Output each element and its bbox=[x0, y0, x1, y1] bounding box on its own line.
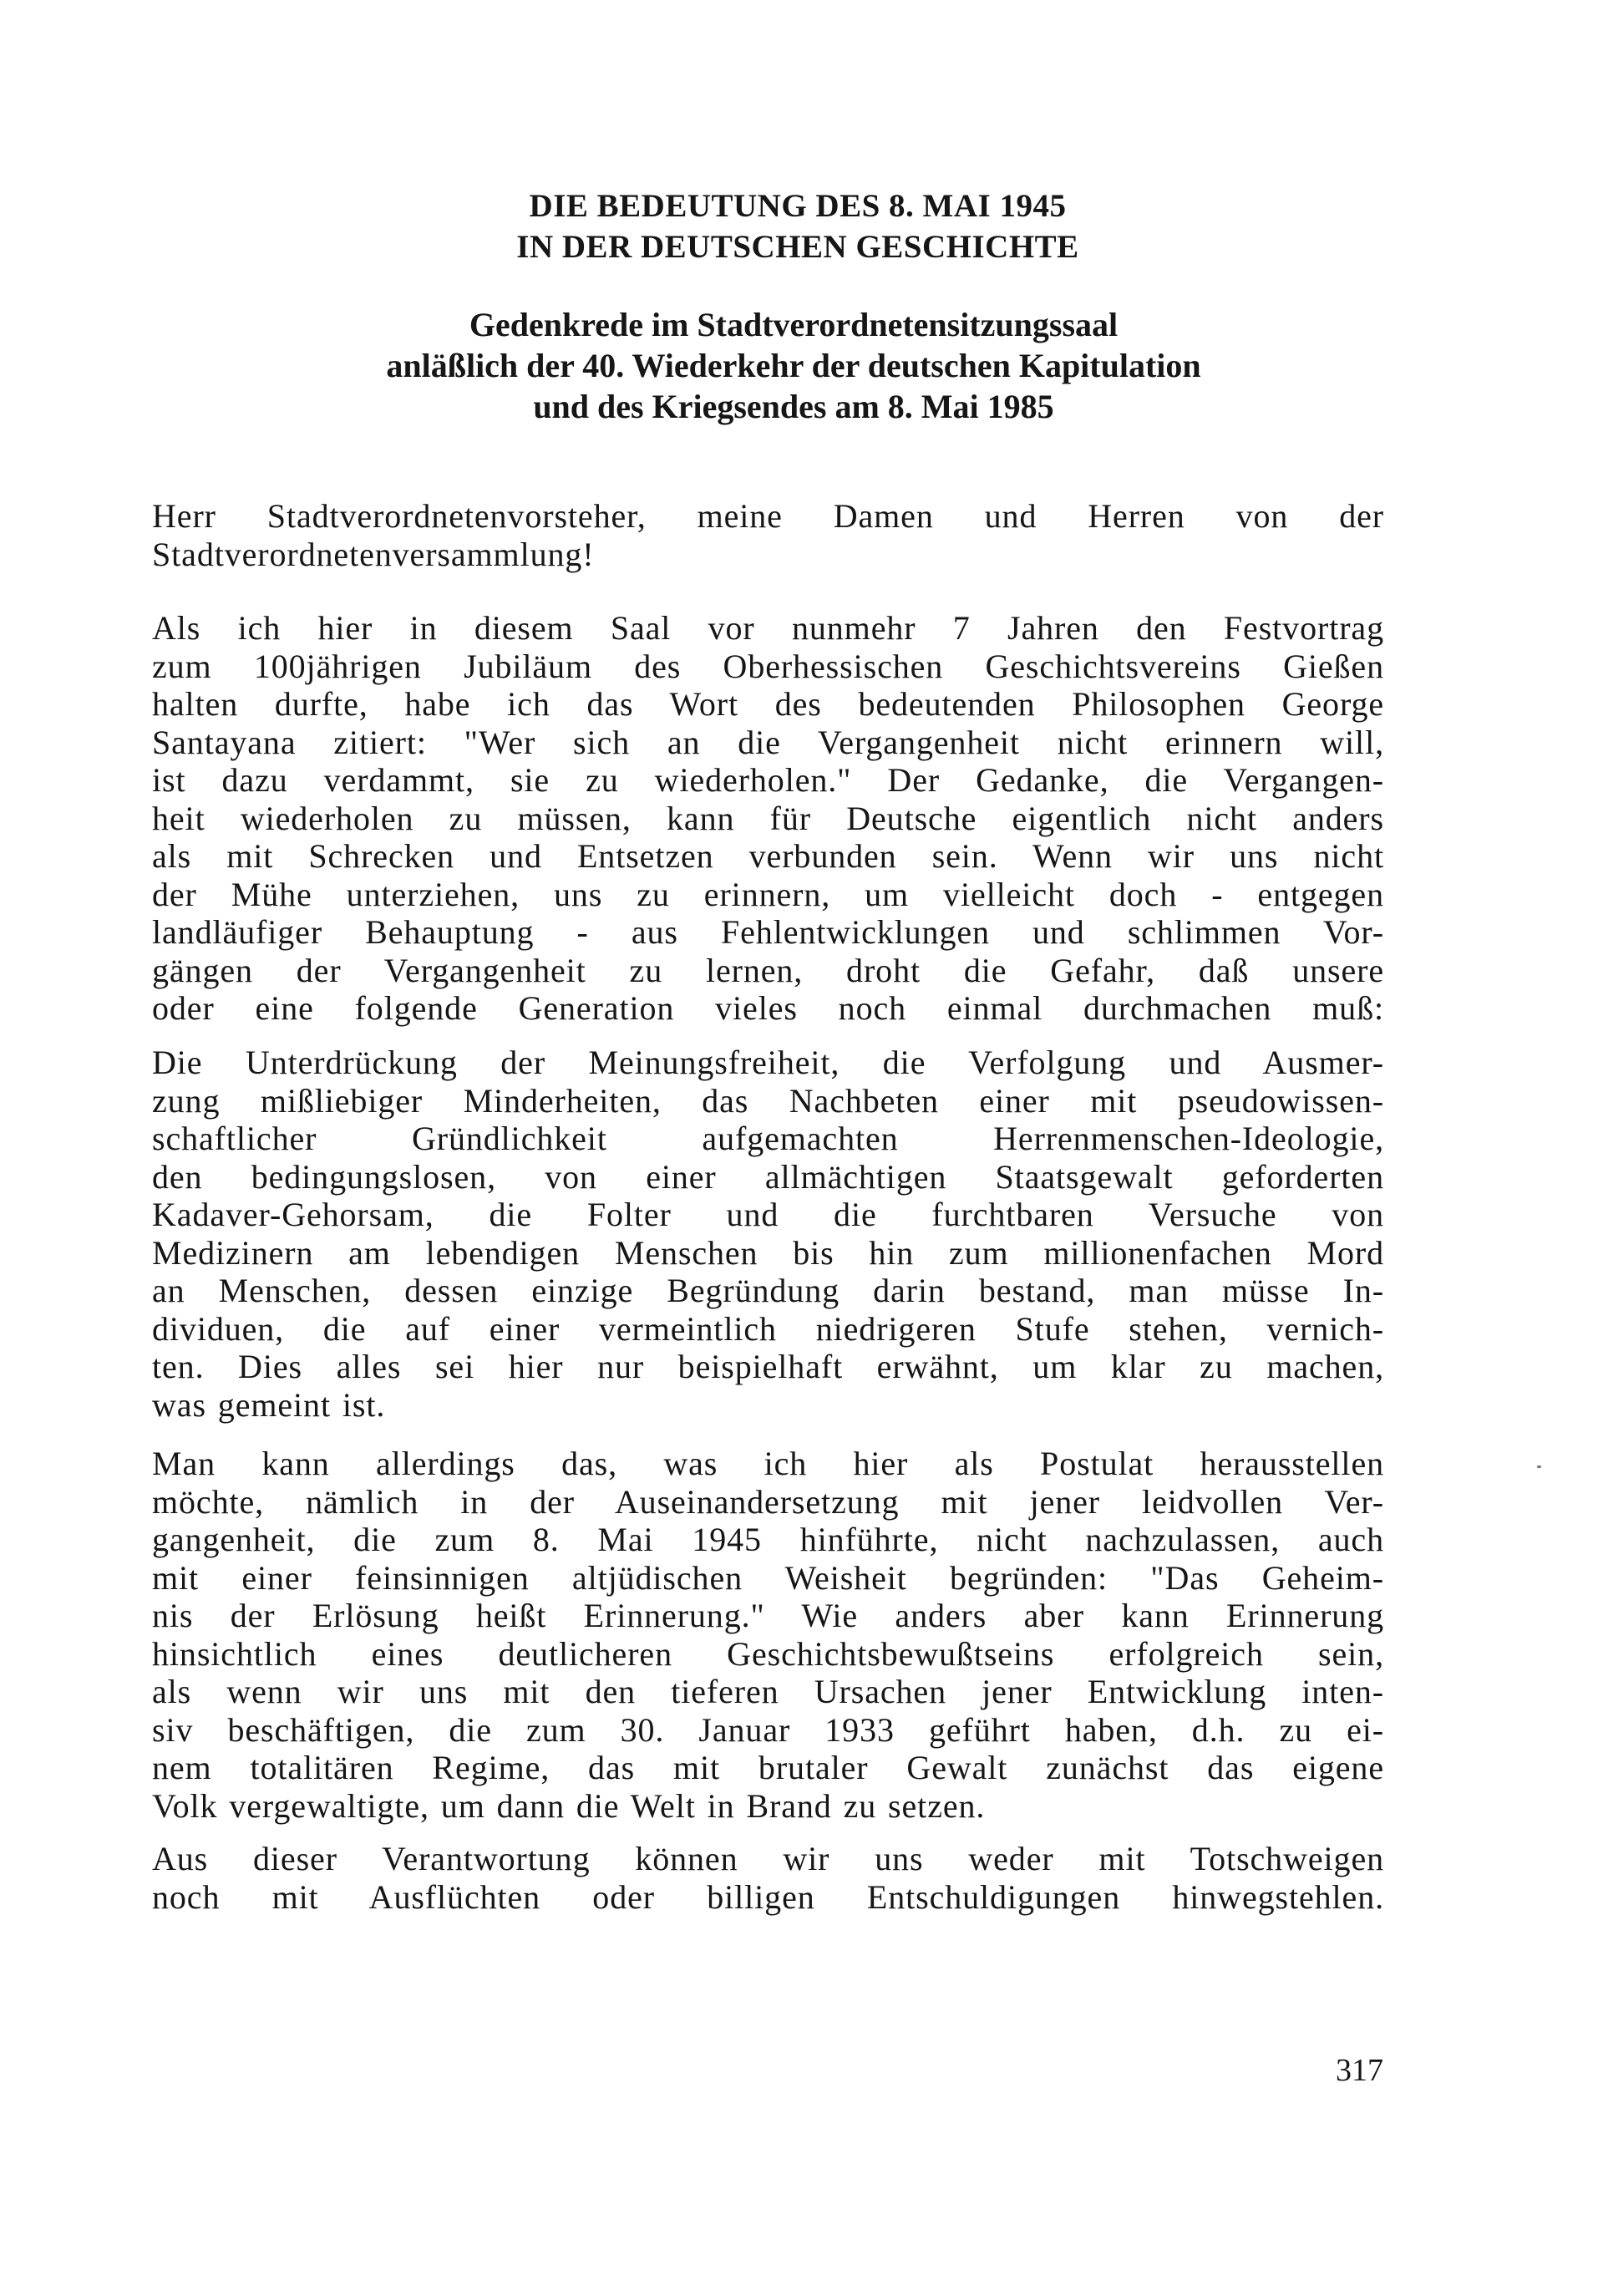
document-subtitle bbox=[251, 304, 1337, 427]
text-line: Als ich hier in diesem Saal vor nunmehr 7 Jahren den Festvortrag bbox=[152, 609, 1384, 647]
title-line: IN DER DEUTSCHEN GESCHICHTE bbox=[516, 229, 1079, 265]
text-line: zung mißliebiger Minderheiten, das Nachbeten einer mit pseudowissen- bbox=[152, 1081, 1384, 1120]
text-line: an Menschen, dessen einzige Begründung darin bestand, man müsse In- bbox=[152, 1272, 1384, 1309]
text-line: Santayana zitiert: "Wer sich an die Vergangenheit nicht erinnern will, bbox=[152, 723, 1384, 761]
document-title bbox=[267, 185, 1328, 267]
text-line: heit wiederholen zu müssen, kann für Deutsche eigentlich nicht anders bbox=[152, 799, 1384, 837]
paragraph bbox=[152, 1445, 1384, 1825]
paragraph bbox=[152, 1044, 1384, 1424]
text-line: Die Unterdrückung der Meinungsfreiheit, die Verfolgung und Ausmer- bbox=[152, 1044, 1384, 1081]
text-line: Kadaver-Gehorsam, die Folter und die furchtbaren Versuche von bbox=[152, 1196, 1384, 1233]
text-line: mit einer feinsinnigen altjüdischen Weisheit begründen: "Das Geheim- bbox=[152, 1558, 1384, 1597]
text-line: ten. Dies alles sei hier nur beispielhaft erwähnt, um klar zu machen, bbox=[152, 1348, 1384, 1385]
text-line: nem totalitären Regime, das mit brutaler Gewalt zunächst das eigene bbox=[152, 1749, 1384, 1786]
paragraph bbox=[152, 609, 1384, 1028]
text-line: landläufiger Behauptung - aus Fehlentwicklungen und schlimmen Vor- bbox=[152, 913, 1384, 951]
salutation bbox=[152, 497, 1384, 573]
text-line: den bedingungslosen, von einer allmächtigen Staatsgewalt geforderten bbox=[152, 1157, 1384, 1196]
title-line: DIE BEDEUTUNG DES 8. MAI 1945 bbox=[529, 188, 1067, 224]
text-line: gängen der Vergangenheit zu lernen, droht die Gefahr, daß unsere bbox=[152, 951, 1384, 989]
text-line: halten durfte, habe ich das Wort des bedeutenden Philosophen George bbox=[152, 685, 1384, 723]
text-line: Volk vergewaltigte, um dann die Welt in Brand zu setzen. bbox=[152, 1786, 986, 1825]
text-line: schaftlicher Gründlichkeit aufgemachten Herrenmenschen-Ideologie, bbox=[152, 1120, 1384, 1157]
subtitle-line: Gedenkrede im Stadtverordnetensitzungssaal bbox=[469, 306, 1119, 343]
text-line: als mit Schrecken und Entsetzen verbunden sein. Wenn wir uns nicht bbox=[152, 837, 1384, 875]
subtitle-line: und des Kriegsendes am 8. Mai 1985 bbox=[533, 388, 1054, 425]
text-line: siv beschäftigen, die zum 30. Januar 1933 geführt haben, d.h. zu ei- bbox=[152, 1710, 1384, 1749]
text-line: nis der Erlösung heißt Erinnerung." Wie anders aber kann Erinnerung bbox=[152, 1597, 1384, 1634]
text-line: hinsichtlich eines deutlicheren Geschichtsbewußtseins erfolgreich sein, bbox=[152, 1634, 1384, 1673]
text-line: oder eine folgende Generation vieles noch einmal durchmachen muß: bbox=[152, 989, 1384, 1027]
page-number: 317 bbox=[1336, 2053, 1383, 2088]
text-line: Stadtverordnetenversammlung! bbox=[152, 535, 595, 573]
text-line: möchte, nämlich in der Auseinandersetzung mit jener leidvollen Ver- bbox=[152, 1482, 1384, 1521]
text-line: Aus dieser Verantwortung können wir uns weder mit Totschweigen bbox=[152, 1840, 1384, 1877]
text-line: zum 100jährigen Jubiläum des Oberhessischen Geschichtsvereins Gießen bbox=[152, 647, 1384, 685]
text-line: gangenheit, die zum 8. Mai 1945 hinführte, nicht nachzulassen, auch bbox=[152, 1521, 1384, 1558]
text-line: ist dazu verdammt, sie zu wiederholen." Der Gedanke, die Vergangen- bbox=[152, 761, 1384, 799]
scan-speck bbox=[1537, 1465, 1541, 1468]
text-line: als wenn wir uns mit den tieferen Ursachen jener Entwicklung inten- bbox=[152, 1673, 1384, 1710]
text-line: dividuen, die auf einer vermeintlich niedrigeren Stufe stehen, vernich- bbox=[152, 1309, 1384, 1348]
text-line: was gemeint ist. bbox=[152, 1385, 386, 1424]
text-line: noch mit Ausflüchten oder billigen Entschuldigungen hinwegstehlen. bbox=[152, 1877, 1384, 1916]
text-line: Medizinern am lebendigen Menschen bis hin zum millionenfachen Mord bbox=[152, 1233, 1384, 1272]
text-line: Man kann allerdings das, was ich hier als Postulat herausstellen bbox=[152, 1445, 1384, 1482]
text-line: der Mühe unterziehen, uns zu erinnern, um vielleicht doch - entgegen bbox=[152, 875, 1384, 913]
subtitle-line: anläßlich der 40. Wiederkehr der deutschen Kapitulation bbox=[386, 347, 1201, 384]
paragraph bbox=[152, 1840, 1384, 1916]
text-line: Herr Stadtverordnetenvorsteher, meine Damen und Herren von der bbox=[152, 497, 1384, 535]
